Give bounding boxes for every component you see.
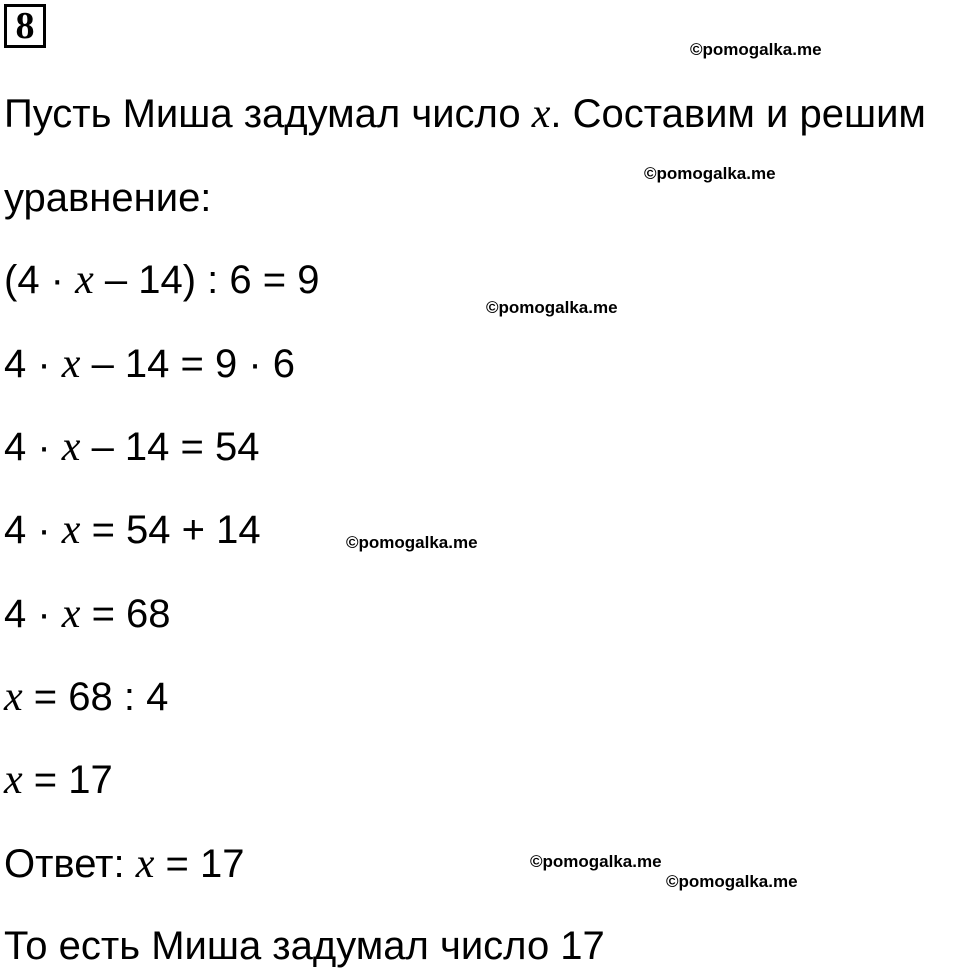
eq5-text-a: 4 ·	[4, 592, 62, 636]
eq4-text-b: = 54 + 14	[80, 508, 261, 552]
watermark: ©pomogalka.me	[666, 872, 798, 891]
variable-x: x	[4, 757, 23, 803]
eq1-text-b: – 14) : 6 = 9	[93, 258, 320, 302]
variable-x: x	[61, 507, 81, 553]
watermark: ©pomogalka.me	[346, 533, 478, 552]
eq2-text-a: 4 ·	[4, 342, 62, 386]
answer-label: Ответ:	[4, 842, 136, 886]
equation-2	[4, 340, 295, 388]
eq3-text-b: – 14 = 54	[80, 425, 260, 469]
intro-line-2: уравнение:	[4, 176, 212, 220]
intro-line-1	[4, 90, 926, 138]
equation-1	[4, 256, 319, 304]
variable-x: x	[75, 257, 94, 303]
variable-x: x	[61, 341, 81, 387]
answer-line	[4, 840, 244, 888]
equation-7	[4, 756, 113, 804]
equation-5	[4, 590, 171, 638]
equation-6	[4, 673, 168, 721]
conclusion-line: То есть Миша задумал число 17	[4, 924, 605, 968]
watermark: ©pomogalka.me	[690, 40, 822, 59]
equation-3	[4, 423, 260, 471]
equation-4	[4, 506, 261, 554]
eq7-text-b: = 17	[22, 758, 113, 802]
eq3-text-a: 4 ·	[4, 425, 62, 469]
task-number-box: 8	[4, 4, 46, 48]
eq5-text-b: = 68	[80, 592, 171, 636]
watermark: ©pomogalka.me	[530, 852, 662, 871]
watermark: ©pomogalka.me	[486, 298, 618, 317]
variable-x: x	[61, 591, 81, 637]
variable-x: x	[531, 91, 551, 137]
variable-x: x	[135, 841, 155, 887]
eq6-text-b: = 68 : 4	[22, 675, 169, 719]
variable-x: x	[61, 424, 81, 470]
eq2-text-b: – 14 = 9 · 6	[80, 342, 296, 386]
eq4-text-a: 4 ·	[4, 508, 62, 552]
variable-x: x	[4, 674, 23, 720]
intro-text-a: Пусть Миша задумал число	[4, 92, 532, 136]
eq1-text-a: (4 ·	[4, 258, 76, 302]
answer-value: = 17	[154, 842, 245, 886]
intro-text-b: . Составим и решим	[550, 92, 926, 136]
watermark: ©pomogalka.me	[644, 164, 776, 183]
